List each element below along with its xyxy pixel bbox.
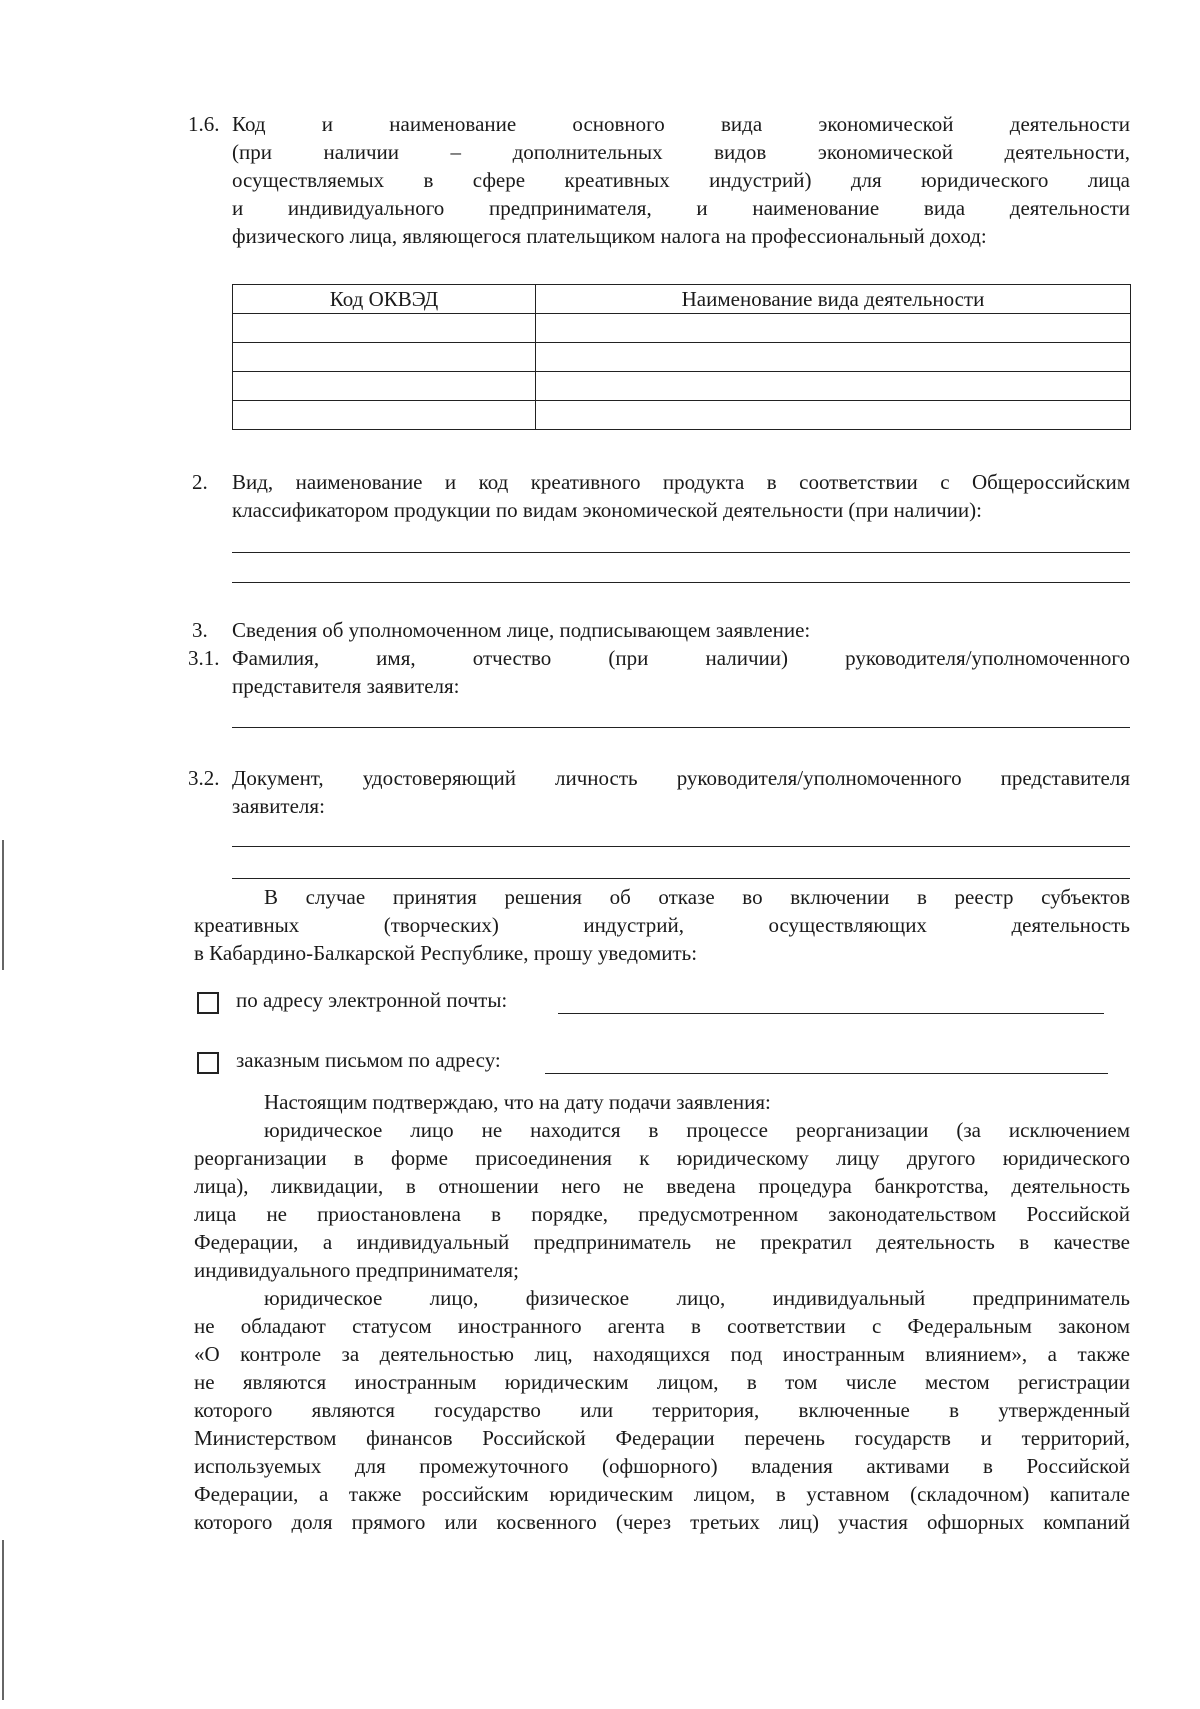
text-line: не обладают статусом иностранного агента в соответствии с Федеральным законом xyxy=(194,1314,1130,1338)
section-2-number: 2. xyxy=(192,470,208,494)
table-row xyxy=(233,372,1131,401)
confirmation-paragraph-1 xyxy=(194,1116,1130,1284)
text-line: Федерации, а индивидуальный предприниматель не прекратил деятельность в качестве xyxy=(194,1230,1130,1254)
section-1-6-text xyxy=(232,110,1130,250)
text-line: «О контроле за деятельностью лиц, находящихся под иностранным влиянием», а также xyxy=(194,1342,1130,1366)
text-line: индивидуального предпринимателя; xyxy=(194,1258,519,1282)
text-line: реорганизации в форме присоединения к юридическому лицу другого юридического xyxy=(194,1146,1130,1170)
text-line: лица), ликвидации, в отношении него не введена процедура банкротства, деятельность xyxy=(194,1174,1130,1198)
okved-code-cell[interactable] xyxy=(233,343,536,372)
column-header-activity-name: Наименование вида деятельности xyxy=(536,285,1131,314)
text-line: креативных (творческих) индустрий, осуществляющих деятельность xyxy=(194,913,1130,937)
product-fill-line[interactable] xyxy=(232,582,1130,583)
section-3-number: 3. xyxy=(192,618,208,642)
section-3-2-text xyxy=(232,764,1130,820)
column-header-okved-code: Код ОКВЭД xyxy=(233,285,536,314)
text-line: юридическое лицо, физическое лицо, индивидуальный предприниматель xyxy=(264,1286,1130,1310)
text-line: (при наличии – дополнительных видов экономической деятельности, xyxy=(232,140,1130,164)
section-3-1-number: 3.1. xyxy=(188,646,220,670)
text-line: используемых для промежуточного (офшорного) владения активами в Российской xyxy=(194,1454,1130,1478)
text-line: Федерации, а также российским юридическим лицом, в уставном (складочном) капитале xyxy=(194,1482,1130,1506)
table-row xyxy=(233,314,1131,343)
refusal-paragraph xyxy=(194,883,1130,967)
text-line: классификатором продукции по видам экономической деятельности (при наличии): xyxy=(232,498,982,522)
table-row xyxy=(233,401,1131,430)
confirmation-paragraph-2 xyxy=(194,1284,1130,1536)
okved-code-cell[interactable] xyxy=(233,372,536,401)
activity-name-cell[interactable] xyxy=(536,314,1131,343)
letter-notify-checkbox[interactable] xyxy=(197,1052,219,1074)
section-3-1-text xyxy=(232,644,1130,700)
text-line: представителя заявителя: xyxy=(232,674,460,698)
identity-document-fill-line[interactable] xyxy=(232,878,1130,879)
email-address-fill-line[interactable] xyxy=(558,1013,1104,1014)
representative-name-fill-line[interactable] xyxy=(232,727,1130,728)
confirmation-intro: Настоящим подтверждаю, что на дату подачи заявления: xyxy=(264,1090,771,1114)
text-line: Документ, удостоверяющий личность руководителя/уполномоченного представителя xyxy=(232,766,1130,790)
text-line: Фамилия, имя, отчество (при наличии) руководителя/уполномоченного xyxy=(232,646,1130,670)
okved-code-cell[interactable] xyxy=(233,314,536,343)
scan-edge-mark xyxy=(2,1540,4,1700)
okved-table xyxy=(232,284,1131,430)
activity-name-cell[interactable] xyxy=(536,401,1131,430)
scan-edge-mark xyxy=(2,840,4,970)
postal-address-fill-line[interactable] xyxy=(545,1073,1108,1074)
text-line: физического лица, являющегося плательщиком налога на профессиональный доход: xyxy=(232,224,987,248)
text-line: Министерством финансов Российской Федерации перечень государств и территорий, xyxy=(194,1426,1130,1450)
text-line: Вид, наименование и код креативного продукта в соответствии с Общероссийским xyxy=(232,470,1130,494)
email-notify-label: по адресу электронной почты: xyxy=(236,988,508,1012)
text-line: юридическое лицо не находится в процессе реорганизации (за исключением xyxy=(264,1118,1130,1142)
table-row xyxy=(233,343,1131,372)
text-line: которого являются государство или территория, включенные в утвержденный xyxy=(194,1398,1130,1422)
section-3-text: Сведения об уполномоченном лице, подписывающем заявление: xyxy=(232,618,811,642)
section-1-6-number: 1.6. xyxy=(188,112,220,136)
text-line: в Кабардино-Балкарской Республике, прошу уведомить: xyxy=(194,941,698,965)
table-header-row xyxy=(233,285,1131,314)
text-line: которого доля прямого или косвенного (через третьих лиц) участия офшорных компаний xyxy=(194,1510,1130,1534)
section-3-2-number: 3.2. xyxy=(188,766,220,790)
identity-document-fill-line[interactable] xyxy=(232,846,1130,847)
text-line: Код и наименование основного вида экономической деятельности xyxy=(232,112,1130,136)
section-2-text xyxy=(232,468,1130,524)
text-line: лица не приостановлена в порядке, предусмотренном законодательством Российской xyxy=(194,1202,1130,1226)
email-notify-checkbox[interactable] xyxy=(197,992,219,1014)
activity-name-cell[interactable] xyxy=(536,372,1131,401)
okved-code-cell[interactable] xyxy=(233,401,536,430)
text-line: заявителя: xyxy=(232,794,325,818)
text-line: не являются иностранным юридическим лицом, в том числе местом регистрации xyxy=(194,1370,1130,1394)
text-line: В случае принятия решения об отказе во включении в реестр субъектов xyxy=(264,885,1130,909)
product-fill-line[interactable] xyxy=(232,552,1130,553)
activity-name-cell[interactable] xyxy=(536,343,1131,372)
letter-notify-label: заказным письмом по адресу: xyxy=(236,1048,501,1072)
text-line: осуществляемых в сфере креативных индустрий) для юридического лица xyxy=(232,168,1130,192)
text-line: и индивидуального предпринимателя, и наименование вида деятельности xyxy=(232,196,1130,220)
